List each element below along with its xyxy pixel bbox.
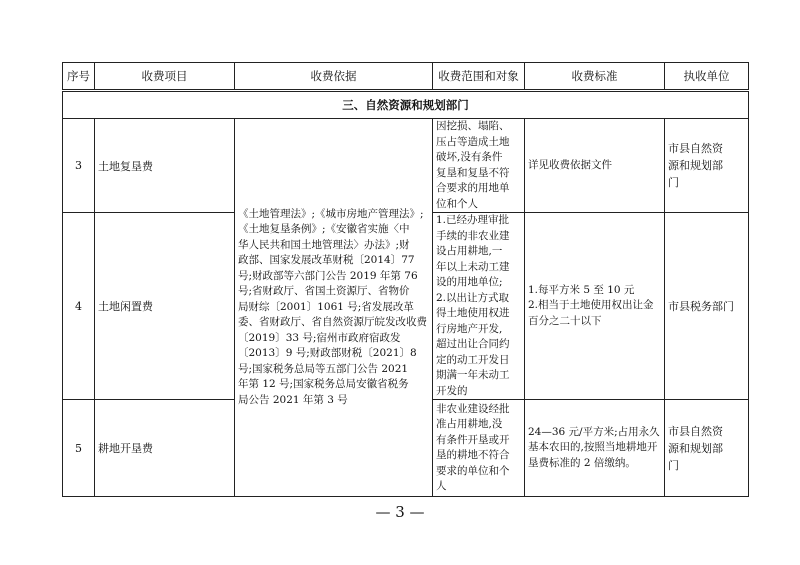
header-scope: 收费范围和对象 — [433, 63, 525, 91]
scope-line: 准占用耕地,没 — [436, 418, 503, 430]
basis-line: 〔2019〕33 号;宿州市政府宿政发 — [238, 331, 401, 344]
row-seq: 4 — [63, 213, 95, 400]
row-item: 土地闲置费 — [95, 213, 235, 400]
scope-line: 设的用地单位; — [436, 276, 503, 288]
basis-line: 《土地管理法》;《城市房地产管理法》; — [238, 207, 424, 220]
header-basis: 收费依据 — [235, 63, 433, 91]
row-scope — [433, 119, 525, 213]
scope-line: 年以上未动工建 — [436, 260, 510, 273]
basis-line: 号;国家税务总局等五部门公告 2021 — [238, 362, 409, 375]
unit-line: 市县税务部门 — [668, 299, 734, 313]
row-seq: 5 — [63, 400, 95, 497]
page-number: — 3 — — [375, 503, 425, 521]
scope-line: 得土地使用权进 — [436, 307, 510, 319]
unit-line: 门 — [668, 176, 679, 189]
scope-line: 合要求的用地单 — [436, 182, 510, 194]
unit-line: 市县自然资 — [668, 142, 723, 155]
table-header-row — [63, 63, 749, 91]
scope-line: 1.已经办理审批 — [436, 214, 510, 226]
fee-basis-cell — [235, 119, 433, 497]
standard-line: 2.相当于土地使用权出让金 — [528, 299, 654, 312]
scope-line: 复垦和复垦不符 — [436, 166, 510, 179]
header-item: 收费项目 — [95, 63, 235, 91]
row-standard — [525, 119, 665, 213]
row-item: 土地复垦费 — [95, 119, 235, 213]
standard-line: 详见收费依据文件 — [528, 158, 612, 171]
standard-line: 百分之二十以下 — [528, 314, 602, 327]
basis-line: 政部、国家发展改革财税〔2014〕77 — [238, 254, 415, 267]
standard-line: 基本农田的,按照当地耕地开 — [528, 441, 658, 454]
row-seq: 3 — [63, 119, 95, 213]
scope-line: 有条件开垦或开 — [436, 433, 510, 446]
scope-line: 破坏,没有条件 — [436, 151, 503, 163]
scope-line: 压占等造成土地 — [436, 135, 510, 148]
section-row — [63, 91, 749, 119]
fee-table — [62, 62, 749, 497]
scope-line: 人 — [436, 480, 447, 492]
standard-line: 24—36 元/平方米;占用永久 — [528, 425, 660, 438]
basis-line: 局公告 2021 年第 3 号 — [238, 393, 348, 406]
basis-line: 号;省财政厅、省国土资源厅、省物价 — [238, 285, 410, 298]
unit-line: 源和规划部 — [668, 441, 723, 455]
row-unit — [665, 213, 749, 400]
scope-line: 期满一年未动工 — [436, 369, 510, 381]
standard-line: 1.每平方米 5 至 10 元 — [528, 283, 635, 296]
basis-line: 〔2013〕9 号;财政部财税〔2021〕8 — [238, 347, 417, 360]
scope-line: 因挖损、塌陷、 — [436, 120, 510, 132]
row-unit — [665, 400, 749, 497]
row-item: 耕地开垦费 — [95, 400, 235, 497]
header-seq: 序号 — [63, 63, 95, 91]
scope-line: 设占用耕地,一 — [436, 245, 503, 257]
row-unit — [665, 119, 749, 213]
scope-line: 要求的单位和个 — [436, 464, 510, 477]
header-unit: 执收单位 — [665, 63, 749, 91]
basis-line: 年第 12 号;国家税务总局安徽省税务 — [238, 378, 409, 391]
basis-line: 委、省财政厅、省自然资源厅皖发改收费 — [238, 316, 427, 329]
scope-line: 行房地产开发, — [436, 322, 503, 335]
scope-line: 位和个人 — [436, 197, 478, 210]
basis-line: 华人民共和国土地管理法〉办法》;财 — [238, 238, 410, 251]
row-scope — [433, 400, 525, 497]
basis-line: 号;财政部等六部门公告 2019 年第 76 — [238, 269, 418, 282]
basis-line: 《土地复垦条例》;《安徽省实施〈中 — [238, 223, 410, 236]
basis-line: 局财综〔2001〕1061 号;省发展改革 — [238, 300, 414, 313]
row-scope — [433, 213, 525, 400]
scope-line: 非农业建设经批 — [436, 402, 510, 415]
scope-line: 手续的非农业建 — [436, 229, 510, 242]
section-title: 三、自然资源和规划部门 — [63, 91, 749, 119]
unit-line: 市县自然资 — [668, 424, 723, 438]
unit-line: 源和规划部 — [668, 159, 723, 172]
scope-line: 定的动工开发日 — [436, 353, 510, 366]
scope-line: 开发的 — [436, 384, 468, 397]
row-standard — [525, 213, 665, 400]
unit-line: 门 — [668, 458, 679, 472]
header-standard: 收费标准 — [525, 63, 665, 91]
row-standard — [525, 400, 665, 497]
table-row — [63, 119, 749, 213]
scope-line: 2.以出让方式取 — [436, 291, 510, 304]
standard-line: 垦费标准的 2 倍缴纳。 — [528, 456, 636, 469]
scope-line: 超过出让合同约 — [436, 338, 510, 350]
scope-line: 垦的耕地不符合 — [436, 449, 510, 461]
